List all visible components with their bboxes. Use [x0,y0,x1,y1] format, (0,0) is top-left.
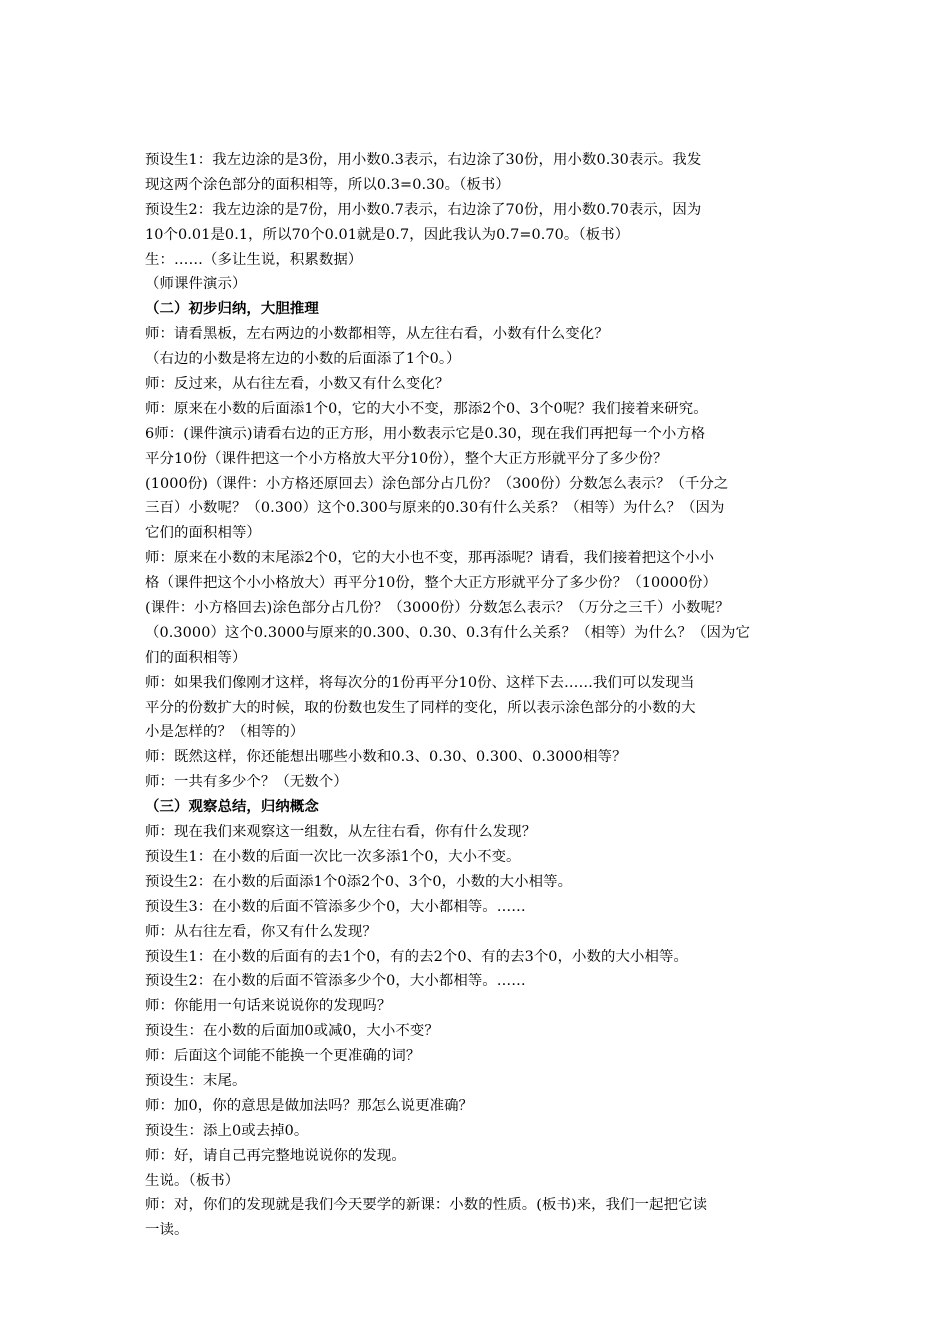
text-line: 格（课件把这个小小格放大）再平分10份，整个大正方形就平分了多少份？（10000份） [145,575,717,592]
text-line: 预设生2：在小数的后面添1个0添2个0、3个0，小数的大小相等。 [145,873,573,890]
text-line: 师：原来在小数的末尾添2个0，它的大小也不变，那再添呢？请看，我们接着把这个小小 [145,550,715,567]
text-line: 师：现在我们来观察这一组数，从左往右看，你有什么发现？ [145,824,537,841]
section-heading: （三）观察总结，归纳概念 [145,799,319,816]
text-line: 平分10份（课件把这一个小方格放大平分10份），整个大正方形就平分了多少份？ [145,450,668,467]
text-line: 10个0.01是0.1，所以70个0.01就是0.7，因此我认为0.7=0.70。（板书） [145,226,630,243]
text-line: (1000份)（课件：小方格还原回去）涂色部分占几份？（300份）分数怎么表示？（千分之 [145,475,729,492]
text-line: 预设生3：在小数的后面不管添多少个0，大小都相等。…… [145,898,526,915]
text-line: 6师：(课件演示)请看右边的正方形，用小数表示它是0.30，现在我们再把每一个小方格 [145,425,706,442]
text-line: 平分的份数扩大的时候，取的份数也发生了同样的变化，所以表示涂色部分的小数的大 [145,699,696,716]
text-line: （师课件演示） [145,276,247,293]
text-line: 师：既然这样，你还能想出哪些小数和0.3、0.30、0.300、0.3000相等？ [145,749,627,766]
text-line: 预设生2：在小数的后面不管添多少个0，大小都相等。…… [145,973,526,990]
text-line: 师：一共有多少个？（无数个） [145,774,348,791]
text-line: 师：好，请自己再完整地说说你的发现。 [145,1147,406,1164]
text-line: 生：……（多让生说，积累数据） [145,251,363,268]
text-line: 小是怎样的？（相等的） [145,724,305,741]
text-line: 生说。（板书） [145,1172,240,1189]
text-line: 师：加0，你的意思是做加法吗？那怎么说更准确？ [145,1097,474,1114]
section-heading: （二）初步归纳，大胆推理 [145,301,319,318]
text-line: 师：后面这个词能不能换一个更准确的词？ [145,1048,421,1065]
text-line: 预设生2：我左边涂的是7份，用小数0.7表示，右边涂了70份，用小数0.70表示，因为 [145,201,702,218]
text-line: 现这两个涂色部分的面积相等，所以0.3=0.30。（板书） [145,176,510,193]
text-line: 预设生：末尾。 [145,1072,247,1089]
text-line: 师：请看黑板，左右两边的小数都相等，从左往右看，小数有什么变化？ [145,326,609,343]
text-line: (课件：小方格回去)涂色部分占几份？（3000份）分数怎么表示？（万分之三千）小数呢？ [145,600,730,617]
text-line: 它们的面积相等） [145,525,261,542]
text-line: 师：如果我们像刚才这样，将每次分的1份再平分10份、这样下去……我们可以发现当 [145,674,695,691]
text-line: 们的面积相等） [145,649,247,666]
text-line: 预设生1：在小数的后面有的去1个0，有的去2个0、有的去3个0，小数的大小相等。 [145,948,688,965]
text-line: 一读。 [145,1222,189,1239]
text-line: 师：你能用一句话来说说你的发现吗？ [145,998,392,1015]
text-line: 预设生1：在小数的后面一次比一次多添1个0，大小不变。 [145,848,521,865]
text-line: 师：从右往左看，你又有什么发现？ [145,923,377,940]
text-line: 师：反过来，从右往左看，小数又有什么变化？ [145,376,450,393]
text-line: 预设生1：我左边涂的是3份，用小数0.3表示，右边涂了30份，用小数0.30表示。我发 [145,152,702,168]
text-line: 预设生：添上0或去掉0。 [145,1122,309,1139]
text-line: 预设生：在小数的后面加0或减0，大小不变？ [145,1023,439,1040]
text-line: （0.3000）这个0.3000与原来的0.300、0.30、0.3有什么关系？（相等）为什么？（因为它 [145,624,750,641]
text-line: （右边的小数是将左边的小数的后面添了1个0。） [145,351,461,368]
document-page [145,148,805,1243]
text-line: 三百）小数呢？（0.300）这个0.300与原来的0.30有什么关系？（相等）为什么？（因为 [145,500,725,517]
text-line: 师：原来在小数的后面添1个0，它的大小不变，那添2个0、3个0呢？我们接着来研究。 [145,400,708,417]
text-line: 师：对，你们的发现就是我们今天要学的新课：小数的性质。(板书)来，我们一起把它读 [145,1197,708,1214]
